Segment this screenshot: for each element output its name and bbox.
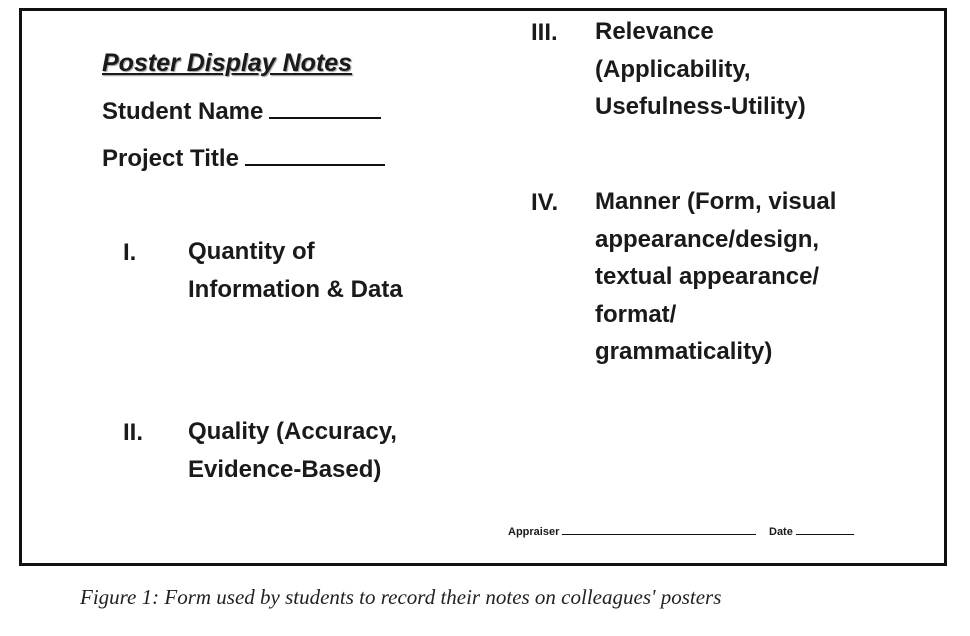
- date-blank: [796, 525, 854, 535]
- item-2-numeral: II.: [123, 419, 144, 446]
- project-title-field: [102, 144, 385, 173]
- item-1-numeral: I.: [123, 239, 137, 266]
- item-4-numeral: IV.: [531, 189, 559, 216]
- appraiser-field: [508, 525, 756, 538]
- form-heading: Poster Display Notes: [102, 49, 353, 77]
- item-3-text: Relevance (Applicability, Usefulness-Utility): [595, 18, 806, 120]
- poster-notes-form: [19, 8, 947, 566]
- date-field: [769, 525, 854, 538]
- student-name-label: Student Name: [102, 98, 264, 125]
- appraiser-blank: [562, 525, 756, 535]
- project-title-blank: [245, 144, 385, 166]
- date-label: Date: [769, 526, 793, 538]
- project-title-label: Project Title: [102, 145, 239, 172]
- appraiser-label: Appraiser: [508, 526, 560, 538]
- student-name-field: [102, 97, 381, 126]
- item-4-text: Manner (Form, visual appearance/design, textual appearance/ format/ grammaticality): [595, 188, 837, 365]
- student-name-blank: [269, 97, 381, 119]
- item-2-text: Quality (Accuracy, Evidence-Based): [188, 418, 397, 483]
- item-3-numeral: III.: [531, 19, 558, 46]
- item-1-text: Quantity of Information & Data: [188, 238, 403, 303]
- figure-caption: Figure 1: Form used by students to record their notes on colleagues' posters: [80, 585, 722, 609]
